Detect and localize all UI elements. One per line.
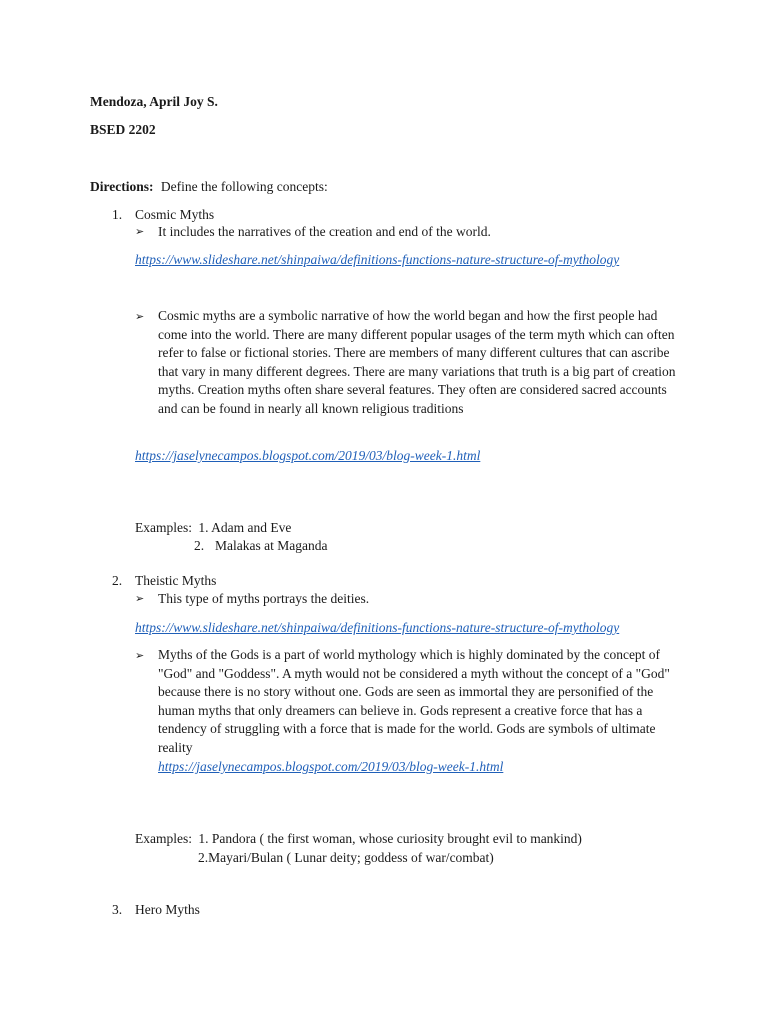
item-2-bullet-2: Myths of the Gods is a part of world mythology which is highly dominated by the concept of "God" and "Goddess". A myth would not be considered a myth without the concept of a "God" because there is no story without one. Gods are seen as immortal they are personified of the human myths that only dreamers can believe in. Gods represent a creative force that has a tendency of struggling with a force that is made for the world. Gods are symbols of ultimate reality (158, 647, 670, 755)
bullet-arrow-icon: ➢ (135, 311, 145, 323)
examples-label: Examples: (135, 520, 192, 535)
bullet-arrow-icon: ➢ (135, 593, 145, 605)
item-2-link-1[interactable]: https://www.slideshare.net/shinpaiwa/definitions-functions-nature-structure-of-mythology (135, 620, 620, 635)
item-2-bullet-1: This type of myths portrays the deities. (158, 591, 370, 606)
item-3-number: 3. (112, 902, 123, 917)
item-1-title: Cosmic Myths (135, 207, 215, 222)
item-2-link-2[interactable]: https://jaselynecampos.blogspot.com/2019/03/blog-week-1.html (158, 759, 504, 774)
directions-label: Directions: (90, 179, 154, 194)
directions-line (90, 178, 328, 196)
bullet-arrow-icon: ➢ (135, 650, 145, 662)
item-2-number: 2. (112, 573, 123, 588)
item-1-link-1[interactable]: https://www.slideshare.net/shinpaiwa/definitions-functions-nature-structure-of-mythology (135, 252, 620, 267)
directions-text: Define the following concepts: (160, 179, 328, 194)
student-section: BSED 2202 (90, 122, 156, 137)
item-2-examples-line-1 (135, 830, 582, 848)
item-1-bullet-1: It includes the narratives of the creation and end of the world. (158, 224, 491, 239)
example-1: 1. Pandora ( the first woman, whose curiosity brought evil to mankind) (198, 831, 582, 846)
example-2: 2.Mayari/Bulan ( Lunar deity; goddess of war/combat) (198, 850, 494, 865)
bullet-arrow-icon: ➢ (135, 226, 145, 238)
example-1: 1. Adam and Eve (198, 520, 292, 535)
example-2: Malakas at Maganda (215, 538, 328, 553)
item-1-link-2[interactable]: https://jaselynecampos.blogspot.com/2019/03/blog-week-1.html (135, 448, 481, 463)
item-1-number: 1. (112, 207, 123, 222)
item-1-examples-line-1 (135, 519, 291, 537)
student-name: Mendoza, April Joy S. (90, 94, 218, 109)
item-2-title: Theistic Myths (135, 573, 217, 588)
example-2-number: 2. (194, 538, 205, 553)
item-1-bullet-2: Cosmic myths are a symbolic narrative of how the world began and how the first people had come into the world. There are many different popular usages of the term myth which can often refer to false or fictional stories. There are members of many different cultures that can ascribe that vary in many different degrees. There are many variations that truth is a big part of creation myths. Creation myths often share several features. They often are considered sacred accounts and can be found in nearly all known religious traditions (158, 308, 676, 416)
examples-label: Examples: (135, 831, 192, 846)
item-3-title: Hero Myths (135, 902, 200, 917)
